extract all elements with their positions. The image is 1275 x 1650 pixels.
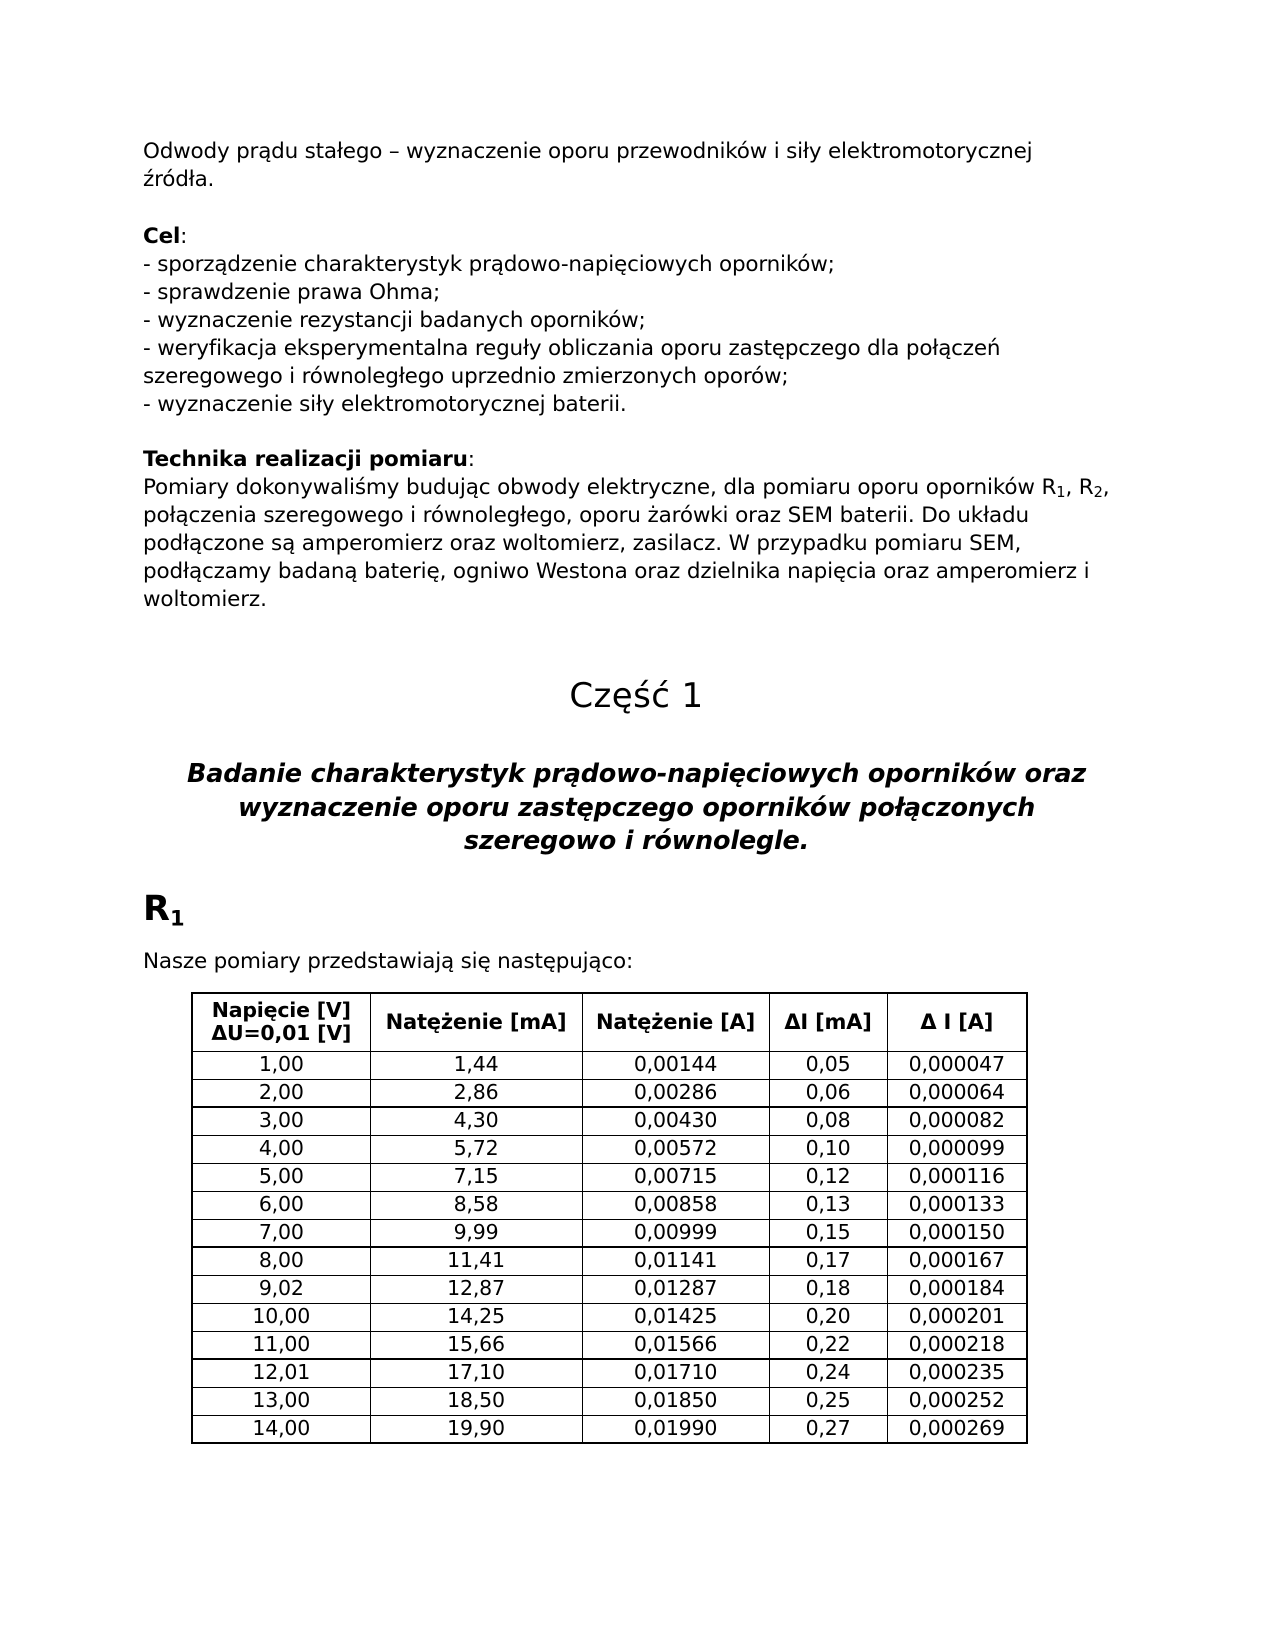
cell-voltage: 3,00 [192, 1107, 370, 1135]
table-row [192, 1247, 1027, 1275]
cell-voltage: 7,00 [192, 1219, 370, 1247]
technika-text-a: Pomiary dokonywaliśmy budując obwody elektryczne, dla pomiaru oporu oporników R [143, 475, 1057, 501]
cel-item-4: - wyznaczenie siły elektromotorycznej baterii. [143, 391, 627, 417]
technika-heading [143, 446, 1130, 474]
cell-delta-i-ma: 0,18 [769, 1275, 887, 1303]
technika-sub-1: 1 [1056, 484, 1066, 502]
table-body [192, 1051, 1027, 1443]
technika-colon: : [467, 447, 475, 473]
column-header-current-ma: Natężenie [mA] [370, 993, 582, 1051]
table-row [192, 1107, 1027, 1135]
part-subtitle-line-1: Badanie charakterystyk prądowo-napięciowych oporników oraz [186, 759, 1087, 790]
table-row [192, 1415, 1027, 1443]
cell-delta-i-ma: 0,10 [769, 1135, 887, 1163]
technika-text-c: , połączenia szeregowego i równoległego, oporu żarówki oraz SEM baterii. Do układu podłączone są amperomierz oraz woltomierz, zasilacz. W przypadku pomiaru SEM, podłączamy badaną baterię, ogniwo Westona oraz dzielnika napięcia oraz amperomierz i woltomierz. [143, 475, 1117, 613]
cel-item-2: - wyznaczenie rezystancji badanych oporników; [143, 307, 646, 333]
part-subtitle-line-3: szeregowo i równolegle. [463, 826, 810, 857]
table-row [192, 1303, 1027, 1331]
spacer [143, 929, 1130, 949]
column-header-current-a: Natężenie [A] [582, 993, 769, 1051]
cell-current-ma: 8,58 [370, 1191, 582, 1219]
cel-label: Cel [143, 223, 181, 249]
technika-label: Technika realizacji pomiaru [143, 447, 468, 473]
column-header-voltage-line-1: Napięcie [V] [211, 997, 351, 1022]
cell-delta-i-a: 0,000133 [887, 1191, 1027, 1219]
cell-voltage: 2,00 [192, 1079, 370, 1107]
table-row [192, 1275, 1027, 1303]
column-header-delta-i-ma: ΔI [mA] [769, 993, 887, 1051]
cell-delta-i-a: 0,000167 [887, 1247, 1027, 1275]
technika-paragraph [143, 474, 1130, 614]
cell-current-ma: 1,44 [370, 1051, 582, 1079]
spacer [143, 418, 1130, 446]
cell-voltage: 10,00 [192, 1303, 370, 1331]
cell-delta-i-a: 0,000064 [887, 1079, 1027, 1107]
cell-delta-i-ma: 0,24 [769, 1359, 887, 1387]
document-title-line-2: źródła. [143, 166, 215, 192]
cell-current-ma: 9,99 [370, 1219, 582, 1247]
cell-delta-i-ma: 0,17 [769, 1247, 887, 1275]
cell-current-ma: 12,87 [370, 1275, 582, 1303]
cell-current-a: 0,01566 [582, 1331, 769, 1359]
cell-delta-i-a: 0,000235 [887, 1359, 1027, 1387]
cell-voltage: 9,02 [192, 1275, 370, 1303]
spacer [143, 716, 1130, 758]
cell-voltage: 8,00 [192, 1247, 370, 1275]
document-title-line-1: Odwody prądu stałego – wyznaczenie oporu przewodników i siły elektromotorycznej [143, 139, 1033, 164]
measurements-table [191, 992, 1028, 1444]
cell-current-a: 0,00572 [582, 1135, 769, 1163]
cell-current-a: 0,00286 [582, 1079, 769, 1107]
column-header-voltage-line-2: ΔU=0,01 [V] [211, 1021, 352, 1046]
cell-delta-i-a: 0,000150 [887, 1219, 1027, 1247]
table-header-row [192, 993, 1027, 1051]
cell-delta-i-a: 0,000184 [887, 1275, 1027, 1303]
cell-delta-i-a: 0,000116 [887, 1163, 1027, 1191]
cell-delta-i-ma: 0,15 [769, 1219, 887, 1247]
cell-current-a: 0,00144 [582, 1051, 769, 1079]
cell-current-a: 0,01710 [582, 1359, 769, 1387]
table-row [192, 1359, 1027, 1387]
cel-item-3: - weryfikacja eksperymentalna reguły obliczania oporu zastępczego dla połączeń szeregowego i równoległego uprzednio zmierzonych oporów; [143, 335, 1001, 389]
cell-voltage: 4,00 [192, 1135, 370, 1163]
cell-voltage: 5,00 [192, 1163, 370, 1191]
cell-current-ma: 4,30 [370, 1107, 582, 1135]
cel-item-1: - sprawdzenie prawa Ohma; [143, 279, 441, 305]
cell-delta-i-a: 0,000252 [887, 1387, 1027, 1415]
cell-delta-i-ma: 0,05 [769, 1051, 887, 1079]
cell-voltage: 1,00 [192, 1051, 370, 1079]
technika-text-b: , R [1065, 475, 1094, 501]
cell-current-ma: 19,90 [370, 1415, 582, 1443]
cell-delta-i-ma: 0,20 [769, 1303, 887, 1331]
table-row [192, 1191, 1027, 1219]
resistor-heading [143, 889, 1130, 929]
cell-current-a: 0,01141 [582, 1247, 769, 1275]
cell-current-ma: 15,66 [370, 1331, 582, 1359]
part-heading: Część 1 [569, 676, 704, 717]
cell-delta-i-ma: 0,12 [769, 1163, 887, 1191]
column-header-voltage [192, 993, 370, 1051]
cel-heading [143, 223, 1130, 251]
cell-current-a: 0,00858 [582, 1191, 769, 1219]
cell-current-a: 0,01850 [582, 1387, 769, 1415]
table-row [192, 1051, 1027, 1079]
cell-current-ma: 2,86 [370, 1079, 582, 1107]
document-title [143, 138, 1130, 194]
spacer [143, 194, 1130, 223]
column-header-delta-i-a: Δ I [A] [887, 993, 1027, 1051]
spacer [143, 974, 1130, 992]
cell-voltage: 6,00 [192, 1191, 370, 1219]
cell-current-a: 0,01990 [582, 1415, 769, 1443]
table-row [192, 1163, 1027, 1191]
cell-current-ma: 14,25 [370, 1303, 582, 1331]
cell-delta-i-a: 0,000201 [887, 1303, 1027, 1331]
cell-current-a: 0,01287 [582, 1275, 769, 1303]
cell-current-ma: 11,41 [370, 1247, 582, 1275]
table-row [192, 1079, 1027, 1107]
table-header [192, 993, 1027, 1051]
cell-delta-i-ma: 0,25 [769, 1387, 887, 1415]
cell-delta-i-ma: 0,13 [769, 1191, 887, 1219]
table-row [192, 1331, 1027, 1359]
cell-voltage: 11,00 [192, 1331, 370, 1359]
cell-delta-i-ma: 0,22 [769, 1331, 887, 1359]
cell-voltage: 14,00 [192, 1415, 370, 1443]
cell-current-a: 0,00999 [582, 1219, 769, 1247]
cel-section [143, 223, 1130, 419]
cell-delta-i-a: 0,000047 [887, 1051, 1027, 1079]
cell-delta-i-a: 0,000082 [887, 1107, 1027, 1135]
measurements-table-wrapper [191, 992, 1130, 1444]
cell-delta-i-a: 0,000218 [887, 1331, 1027, 1359]
resistor-label: R [143, 889, 170, 930]
resistor-subscript: 1 [169, 906, 185, 931]
cell-voltage: 12,01 [192, 1359, 370, 1387]
cell-current-ma: 7,15 [370, 1163, 582, 1191]
cell-current-ma: 5,72 [370, 1135, 582, 1163]
technika-sub-2: 2 [1093, 484, 1103, 502]
cell-delta-i-ma: 0,08 [769, 1107, 887, 1135]
cel-colon: : [180, 223, 188, 249]
cel-item-0: - sporządzenie charakterystyk prądowo-napięciowych oporników; [143, 251, 835, 277]
cell-voltage: 13,00 [192, 1387, 370, 1415]
cell-current-a: 0,00430 [582, 1107, 769, 1135]
table-row [192, 1135, 1027, 1163]
part-subtitle-line-2: wyznaczenie oporu zastępczego oporników połączonych [237, 792, 1036, 823]
cell-delta-i-ma: 0,27 [769, 1415, 887, 1443]
cell-current-a: 0,01425 [582, 1303, 769, 1331]
cell-delta-i-ma: 0,06 [769, 1079, 887, 1107]
cell-delta-i-a: 0,000099 [887, 1135, 1027, 1163]
part-subtitle [184, 758, 1089, 859]
technika-section [143, 446, 1130, 614]
spacer [143, 859, 1130, 889]
cell-delta-i-a: 0,000269 [887, 1415, 1027, 1443]
cell-current-ma: 18,50 [370, 1387, 582, 1415]
cell-current-a: 0,00715 [582, 1163, 769, 1191]
table-row [192, 1219, 1027, 1247]
cell-current-ma: 17,10 [370, 1359, 582, 1387]
measurements-intro: Nasze pomiary przedstawiają się następująco: [143, 949, 634, 975]
spacer [143, 614, 1130, 676]
table-row [192, 1387, 1027, 1415]
